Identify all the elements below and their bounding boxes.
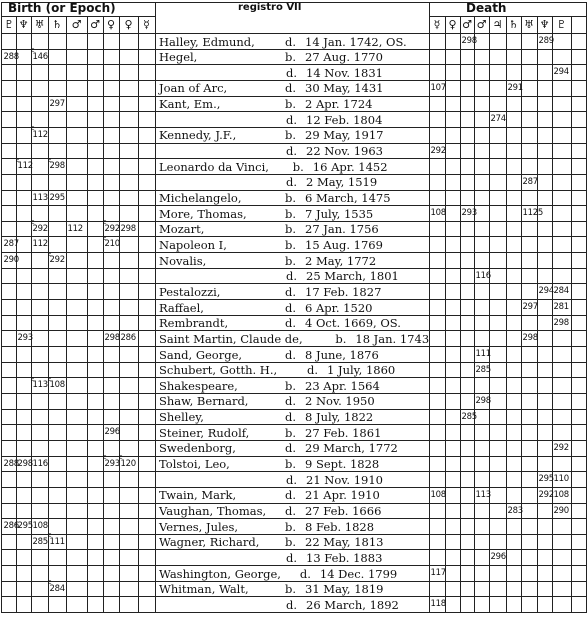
- birth-planet-symbol-icon: ♇: [4, 18, 14, 31]
- event-date: 17 Feb. 1827: [305, 284, 382, 299]
- event-type: b.: [335, 331, 347, 346]
- death-planet-symbol-icon: ♇: [556, 18, 567, 31]
- person-name: Michelangelo,: [159, 191, 242, 205]
- event-type: d.: [286, 269, 298, 284]
- person-name: Twain, Mark,: [159, 488, 237, 503]
- death-planet-symbol-icon: ♅: [524, 18, 534, 31]
- death-degree-entry: 117: [430, 568, 446, 579]
- birth-degree-entry: 288: [3, 51, 19, 62]
- event-date: 2 Apr. 1724: [305, 97, 373, 112]
- death-degree-entry: 108: [553, 489, 569, 500]
- event-date: 6 March, 1475: [305, 191, 391, 205]
- event-type: b.: [285, 191, 297, 205]
- birth-degree-entry: 210: [104, 239, 120, 250]
- death-planet-symbol-icon: ♂: [462, 18, 472, 31]
- person-name: Shelley,: [159, 410, 204, 425]
- position-marker: E: [31, 126, 35, 133]
- death-degree-entry: 285: [475, 364, 491, 375]
- event-date: 27 Jan. 1756: [305, 222, 379, 237]
- birth-header: Birth (or Epoch): [8, 1, 116, 15]
- event-type: d.: [285, 488, 297, 503]
- position-marker: E: [103, 220, 107, 227]
- event-type: d.: [299, 566, 311, 581]
- event-type: b.: [285, 425, 297, 440]
- person-name: Steiner, Rudolf,: [159, 425, 250, 440]
- birth-planet-symbol-icon: ♂: [71, 18, 82, 31]
- birth-degree-entry: 112: [67, 223, 83, 234]
- event-date: 2 May, 1772: [305, 253, 377, 268]
- birth-degree-entry: 297: [49, 98, 65, 109]
- person-name: Shaw, Bernard,: [159, 394, 249, 409]
- event-type: d.: [286, 144, 298, 159]
- person-name: Kennedy, J.F.,: [159, 128, 237, 143]
- event-type: b.: [285, 253, 297, 268]
- person-name: Swedenborg,: [159, 441, 236, 456]
- event-date: 6 Apr. 1520: [305, 300, 373, 315]
- birth-degree-entry: 298: [17, 458, 33, 469]
- person-name: Leonardo da Vinci,: [159, 159, 269, 174]
- event-type: d.: [285, 504, 297, 518]
- event-date: 31 May, 1819: [305, 582, 384, 597]
- death-degree-entry: 292: [430, 145, 446, 156]
- person-name: Halley, Edmund,: [159, 34, 255, 49]
- death-degree-entry: 290: [553, 505, 569, 516]
- death-degree-entry: 274: [490, 114, 506, 125]
- birth-planet-symbol-icon: ☿: [143, 18, 150, 31]
- person-name: Washington, George,: [159, 566, 281, 581]
- event-date: 27 Aug. 1770: [305, 50, 383, 65]
- death-degree-entry: 296: [490, 552, 506, 563]
- event-date: 16 Apr. 1452: [312, 159, 388, 174]
- person-name: Joan of Arc,: [159, 81, 228, 96]
- event-type: d.: [285, 81, 297, 96]
- event-type: d.: [307, 363, 319, 378]
- death-degree-entry: 111: [475, 349, 491, 359]
- position-marker: E: [119, 455, 123, 462]
- event-date: 7 July, 1535: [305, 206, 374, 221]
- birth-degree-entry: 284: [49, 583, 65, 594]
- row-divider: [1, 362, 587, 363]
- register-title: registro VII: [238, 2, 302, 13]
- event-type: b.: [285, 457, 297, 472]
- event-type: b.: [285, 222, 297, 237]
- birth-degree-entry: 112: [32, 239, 48, 250]
- death-degree-entry: 291: [507, 82, 523, 93]
- birth-planet-symbol-icon: ♅: [34, 18, 45, 31]
- position-marker: E: [48, 580, 52, 587]
- birth-planet-symbol-icon: ♀: [106, 18, 116, 31]
- event-date: 2 Nov. 1950: [305, 394, 375, 409]
- death-degree-entry: 294: [538, 286, 554, 297]
- event-type: d.: [285, 441, 297, 456]
- death-degree-entry: 295: [538, 474, 554, 485]
- birth-degree-entry: 296: [104, 427, 120, 438]
- birth-degree-entry: 293: [17, 333, 33, 344]
- birth-degree-entry: 111: [49, 536, 65, 547]
- event-date: 23 Apr. 1564: [305, 378, 380, 393]
- person-name: Schubert, Gotth. H.,: [159, 363, 278, 378]
- death-degree-entry: 107: [430, 82, 446, 93]
- table-left-border: [1, 2, 2, 612]
- birth-planet-symbol-icon: ♂: [90, 18, 100, 31]
- death-degree-entry: 284: [553, 286, 569, 297]
- birth-degree-entry: 298: [104, 333, 120, 344]
- death-degree-entry: 292: [553, 442, 569, 453]
- birth-degree-entry: 112: [17, 161, 33, 172]
- death-header: Death: [466, 1, 507, 15]
- birth-degree-entry: 116: [32, 458, 48, 469]
- event-date: 25 March, 1801: [306, 269, 399, 284]
- birth-degree-entry: 292: [32, 223, 48, 234]
- birth-degree-entry: 285: [32, 536, 48, 547]
- person-name: Hegel,: [159, 50, 198, 65]
- death-planet-symbol-icon: ♃: [492, 18, 503, 31]
- death-planet-symbol-icon: ☿: [433, 18, 441, 31]
- position-marker: E: [16, 157, 20, 164]
- person-name: Raffael,: [159, 300, 204, 315]
- event-date: 14 Nov. 1831: [306, 65, 383, 80]
- death-degree-entry: 110: [553, 474, 569, 485]
- event-type: d.: [285, 34, 297, 49]
- table-bottom-border: [1, 612, 587, 613]
- birth-degree-entry: 298: [120, 223, 136, 234]
- position-marker: E: [48, 251, 52, 258]
- event-date: 22 May, 1813: [305, 535, 384, 550]
- death-degree-entry: 298: [475, 395, 491, 406]
- birth-degree-entry: 293: [104, 458, 120, 469]
- position-marker: E: [31, 376, 35, 383]
- event-type: d.: [285, 347, 297, 362]
- birth-degree-entry: 290: [3, 255, 19, 266]
- person-name: Wagner, Richard,: [159, 535, 260, 550]
- birth-degree-entry: 108: [49, 380, 65, 391]
- birth-degree-entry: 113: [32, 192, 48, 203]
- event-type: b.: [292, 159, 304, 174]
- person-name: Mozart,: [159, 222, 205, 237]
- event-date: 1 July, 1860: [327, 363, 396, 378]
- person-name: Whitman, Walt,: [159, 582, 249, 597]
- death-planet-symbol-icon: ♆: [539, 18, 550, 31]
- person-name: More, Thomas,: [159, 206, 247, 221]
- event-type: d.: [286, 175, 298, 190]
- birth-degree-entry: 146: [32, 51, 48, 62]
- event-type: b.: [285, 582, 297, 597]
- event-date: 14 Jan. 1742, OS.: [305, 34, 407, 49]
- event-date: 27 Feb. 1861: [305, 425, 382, 440]
- event-type: b.: [285, 128, 297, 143]
- birth-degree-entry: 295: [49, 192, 65, 203]
- position-marker: E: [31, 220, 35, 227]
- death-degree-entry: 1125: [522, 208, 543, 219]
- name-column-right-border: [429, 2, 430, 612]
- event-type: d.: [286, 472, 298, 487]
- person-name: Saint Martin, Claude de,: [159, 331, 303, 346]
- event-date: 14 Dec. 1799: [319, 566, 398, 581]
- event-type: b.: [285, 535, 297, 550]
- event-type: d.: [286, 597, 298, 612]
- death-degree-entry: 289: [538, 36, 554, 46]
- event-date: 8 June, 1876: [305, 347, 379, 362]
- death-planet-symbol-icon: ♀: [448, 18, 457, 31]
- death-degree-entry: 298: [553, 317, 569, 328]
- event-date: 13 Feb. 1883: [306, 550, 383, 565]
- event-date: 27 Feb. 1666: [305, 504, 382, 518]
- event-date: 9 Sept. 1828: [305, 457, 380, 472]
- person-name: Vernes, Jules,: [159, 519, 239, 534]
- birth-planet-symbol-icon: ♄: [52, 18, 62, 31]
- event-date: 2 May, 1519: [306, 175, 378, 190]
- birth-degree-entry: 292: [104, 223, 120, 234]
- event-date: 8 Feb. 1828: [305, 519, 375, 534]
- death-degree-entry: 298: [461, 36, 477, 46]
- event-date: 4 Oct. 1669, OS.: [305, 316, 401, 331]
- birth-planet-symbol-icon: ♀: [124, 18, 133, 31]
- event-type: d.: [285, 300, 297, 315]
- person-name: Shakespeare,: [159, 378, 238, 393]
- birth-degree-entry: 295: [17, 521, 33, 532]
- event-type: d.: [285, 284, 297, 299]
- event-date: 21 Nov. 1910: [306, 472, 383, 487]
- event-type: b.: [285, 206, 297, 221]
- death-degree-entry: 298: [522, 333, 538, 344]
- death-degree-entry: 287: [522, 176, 538, 187]
- person-name: Sand, George,: [159, 347, 243, 362]
- event-date: 8 July, 1822: [305, 410, 374, 425]
- event-type: b.: [285, 378, 297, 393]
- event-type: b.: [285, 519, 297, 534]
- event-date: 29 March, 1772: [305, 441, 398, 456]
- death-degree-entry: 283: [507, 505, 523, 516]
- birth-planet-symbol-icon: ♆: [18, 18, 29, 31]
- birth-degree-entry: 120: [120, 458, 136, 469]
- event-type: d.: [286, 65, 298, 80]
- position-marker: E: [48, 157, 52, 164]
- position-marker: E: [48, 533, 52, 540]
- position-marker: E: [103, 455, 107, 462]
- event-type: d.: [286, 550, 298, 565]
- death-degree-entry: 292: [538, 489, 554, 500]
- death-planet-symbol-icon: ♂: [476, 18, 487, 31]
- death-degree-entry: 113: [475, 489, 491, 500]
- event-type: d.: [285, 394, 297, 409]
- birth-degree-entry: 113: [32, 380, 48, 391]
- birth-header-separator: [1, 16, 156, 17]
- event-date: 21 Apr. 1910: [305, 488, 380, 503]
- person-name: Tolstoi, Leo,: [159, 457, 230, 472]
- event-date: 30 May, 1431: [305, 81, 384, 96]
- event-type: b.: [285, 50, 297, 65]
- death-degree-entry: 118: [430, 599, 446, 610]
- event-date: 29 May, 1917: [305, 128, 384, 143]
- position-marker: E: [103, 235, 107, 242]
- event-type: d.: [285, 410, 297, 425]
- death-degree-entry: 294: [553, 67, 569, 78]
- event-type: d.: [285, 316, 297, 331]
- death-degree-entry: 293: [461, 208, 477, 219]
- position-marker: E: [31, 48, 35, 55]
- birth-degree-entry: 286: [3, 521, 19, 532]
- event-date: 18 Jan. 1743: [355, 331, 430, 346]
- death-degree-entry: 297: [522, 302, 538, 313]
- event-date: 15 Aug. 1769: [305, 237, 383, 252]
- table-right-border: [586, 2, 587, 612]
- death-degree-entry: 108: [430, 208, 446, 219]
- birth-degree-entry: 288: [3, 458, 19, 469]
- death-degree-entry: 285: [461, 411, 477, 422]
- row-divider: [1, 565, 587, 566]
- person-name: Pestalozzi,: [159, 284, 221, 299]
- death-degree-entry: 281: [553, 302, 569, 313]
- person-name: Vaughan, Thomas,: [159, 504, 267, 518]
- person-name: Novalis,: [159, 253, 207, 268]
- death-planet-symbol-icon: ♄: [508, 18, 519, 31]
- birth-degree-entry: 287: [3, 239, 19, 250]
- position-marker: E: [48, 376, 52, 383]
- event-type: d.: [286, 112, 298, 127]
- person-name: Napoleon I,: [159, 237, 227, 252]
- birth-degree-entry: 298: [49, 161, 65, 172]
- event-date: 22 Nov. 1963: [306, 144, 383, 159]
- name-column-left-border: [155, 2, 156, 612]
- birth-degree-entry: 286: [120, 333, 136, 344]
- birth-degree-entry: 112: [32, 129, 48, 140]
- death-degree-entry: 108: [430, 489, 446, 500]
- death-degree-entry: 116: [475, 270, 491, 281]
- birth-degree-entry: 108: [32, 521, 48, 532]
- death-header-separator: [429, 16, 587, 17]
- birth-degree-entry: 292: [49, 255, 65, 266]
- event-type: b.: [285, 97, 297, 112]
- person-name: Kant, Em.,: [159, 97, 221, 112]
- person-name: Rembrandt,: [159, 316, 229, 331]
- event-type: b.: [285, 237, 297, 252]
- event-date: 12 Feb. 1804: [306, 112, 383, 127]
- event-date: 26 March, 1892: [306, 597, 399, 612]
